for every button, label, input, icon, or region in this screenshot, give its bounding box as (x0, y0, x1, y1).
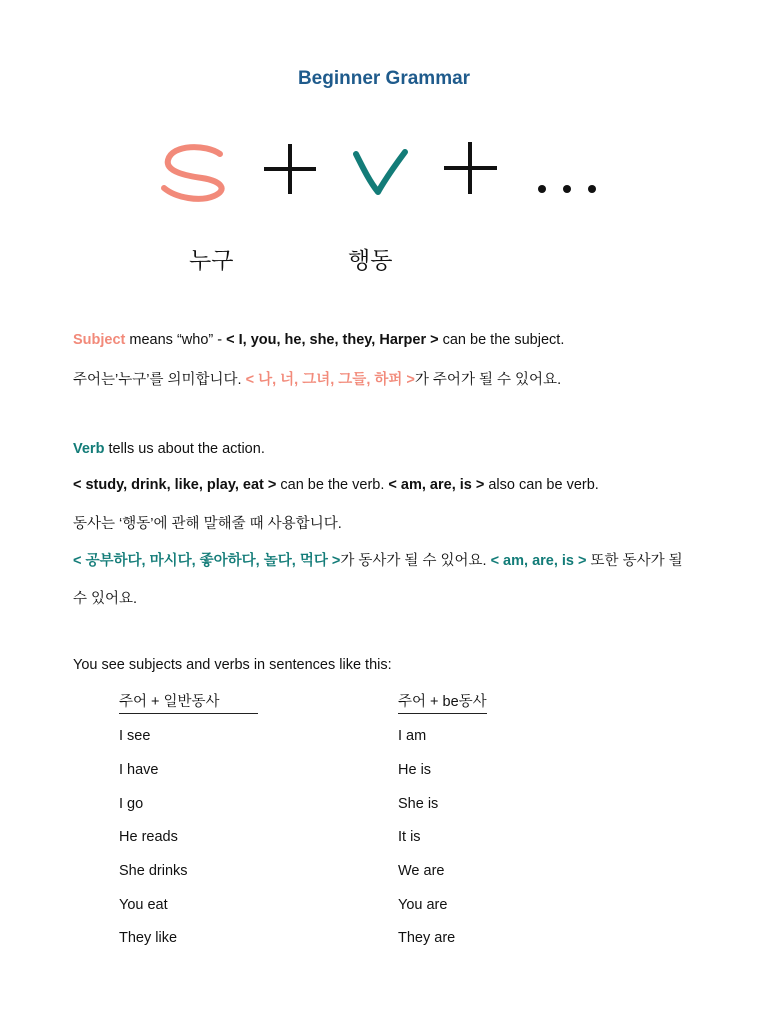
verb-text-a: can be the verb. (276, 477, 389, 493)
subject-examples-ko: < 나, 너, 그녀, 그들, 하퍼 > (245, 372, 415, 388)
formula-svg (0, 130, 768, 210)
right-column-header: 주어 + be동사 (398, 690, 487, 714)
verb-text: tells us about the action. (104, 441, 265, 457)
subject-text-b: can be the subject. (438, 332, 565, 348)
subject-korean-label: 누구 (189, 247, 234, 273)
verb-examples-b: < am, are, is > (388, 477, 485, 493)
verb-examples-en (73, 477, 599, 493)
verb-examples-ko-cont: 수 있어요. (73, 591, 138, 607)
subject-text-a: means “who” - (125, 332, 227, 348)
verb-term: Verb (73, 441, 105, 457)
subject-ko-text-b: 가 주어가 될 수 있어요. (414, 372, 562, 388)
examples-intro: You see subjects and verbs in sentences like this: (73, 657, 392, 673)
page-title: Beginner Grammar (297, 68, 471, 89)
verb-text-b: also can be verb. (484, 477, 599, 493)
verb-ko-text-a: 가 동사가 될 수 있어요. (340, 553, 491, 569)
verb-examples-a: < study, drink, like, play, eat > (73, 477, 277, 493)
table-row-left: She drinks (119, 863, 188, 879)
verb-examples-ko (73, 549, 683, 570)
table-row-right: They are (398, 930, 456, 946)
table-row-right: I am (398, 728, 427, 744)
verb-definition-en (73, 441, 265, 457)
plus-sign-2 (444, 142, 497, 194)
ellipsis-dots (538, 185, 596, 193)
subject-definition-en (73, 332, 564, 348)
table-row-left: I have (119, 762, 159, 778)
table-row-right: It is (398, 829, 421, 845)
subject-term: Subject (73, 332, 126, 348)
verb-ko-examples-b: < am, are, is > (490, 553, 587, 569)
formula-diagram (0, 130, 768, 210)
subject-definition-ko (73, 368, 561, 389)
table-row-left: I go (119, 796, 144, 812)
verb-letter-v (356, 152, 405, 192)
verb-ko-examples-a: < 공부하다, 마시다, 좋아하다, 놀다, 먹다 > (73, 553, 341, 569)
table-row-left: You eat (119, 897, 168, 913)
verb-korean-label: 행동 (348, 247, 393, 273)
table-row-right: We are (398, 863, 445, 879)
verb-definition-ko: 동사는 ‘행동’에 관해 말해줄 때 사용합니다. (73, 516, 342, 532)
verb-ko-text-b: 또한 동사가 될 (586, 553, 683, 569)
table-row-right: You are (398, 897, 448, 913)
table-row-right: She is (398, 796, 439, 812)
left-column-header: 주어 + 일반동사 (119, 690, 258, 714)
plus-sign-1 (264, 144, 316, 194)
table-row-left: They like (119, 930, 178, 946)
subject-ko-text-a: 주어는’누구’를 의미합니다. (73, 372, 246, 388)
table-row-left: He reads (119, 829, 178, 845)
table-row-right: He is (398, 762, 432, 778)
subject-letter-s (164, 147, 222, 199)
table-row-left: I see (119, 728, 151, 744)
subject-examples-en: < I, you, he, she, they, Harper > (226, 332, 439, 348)
